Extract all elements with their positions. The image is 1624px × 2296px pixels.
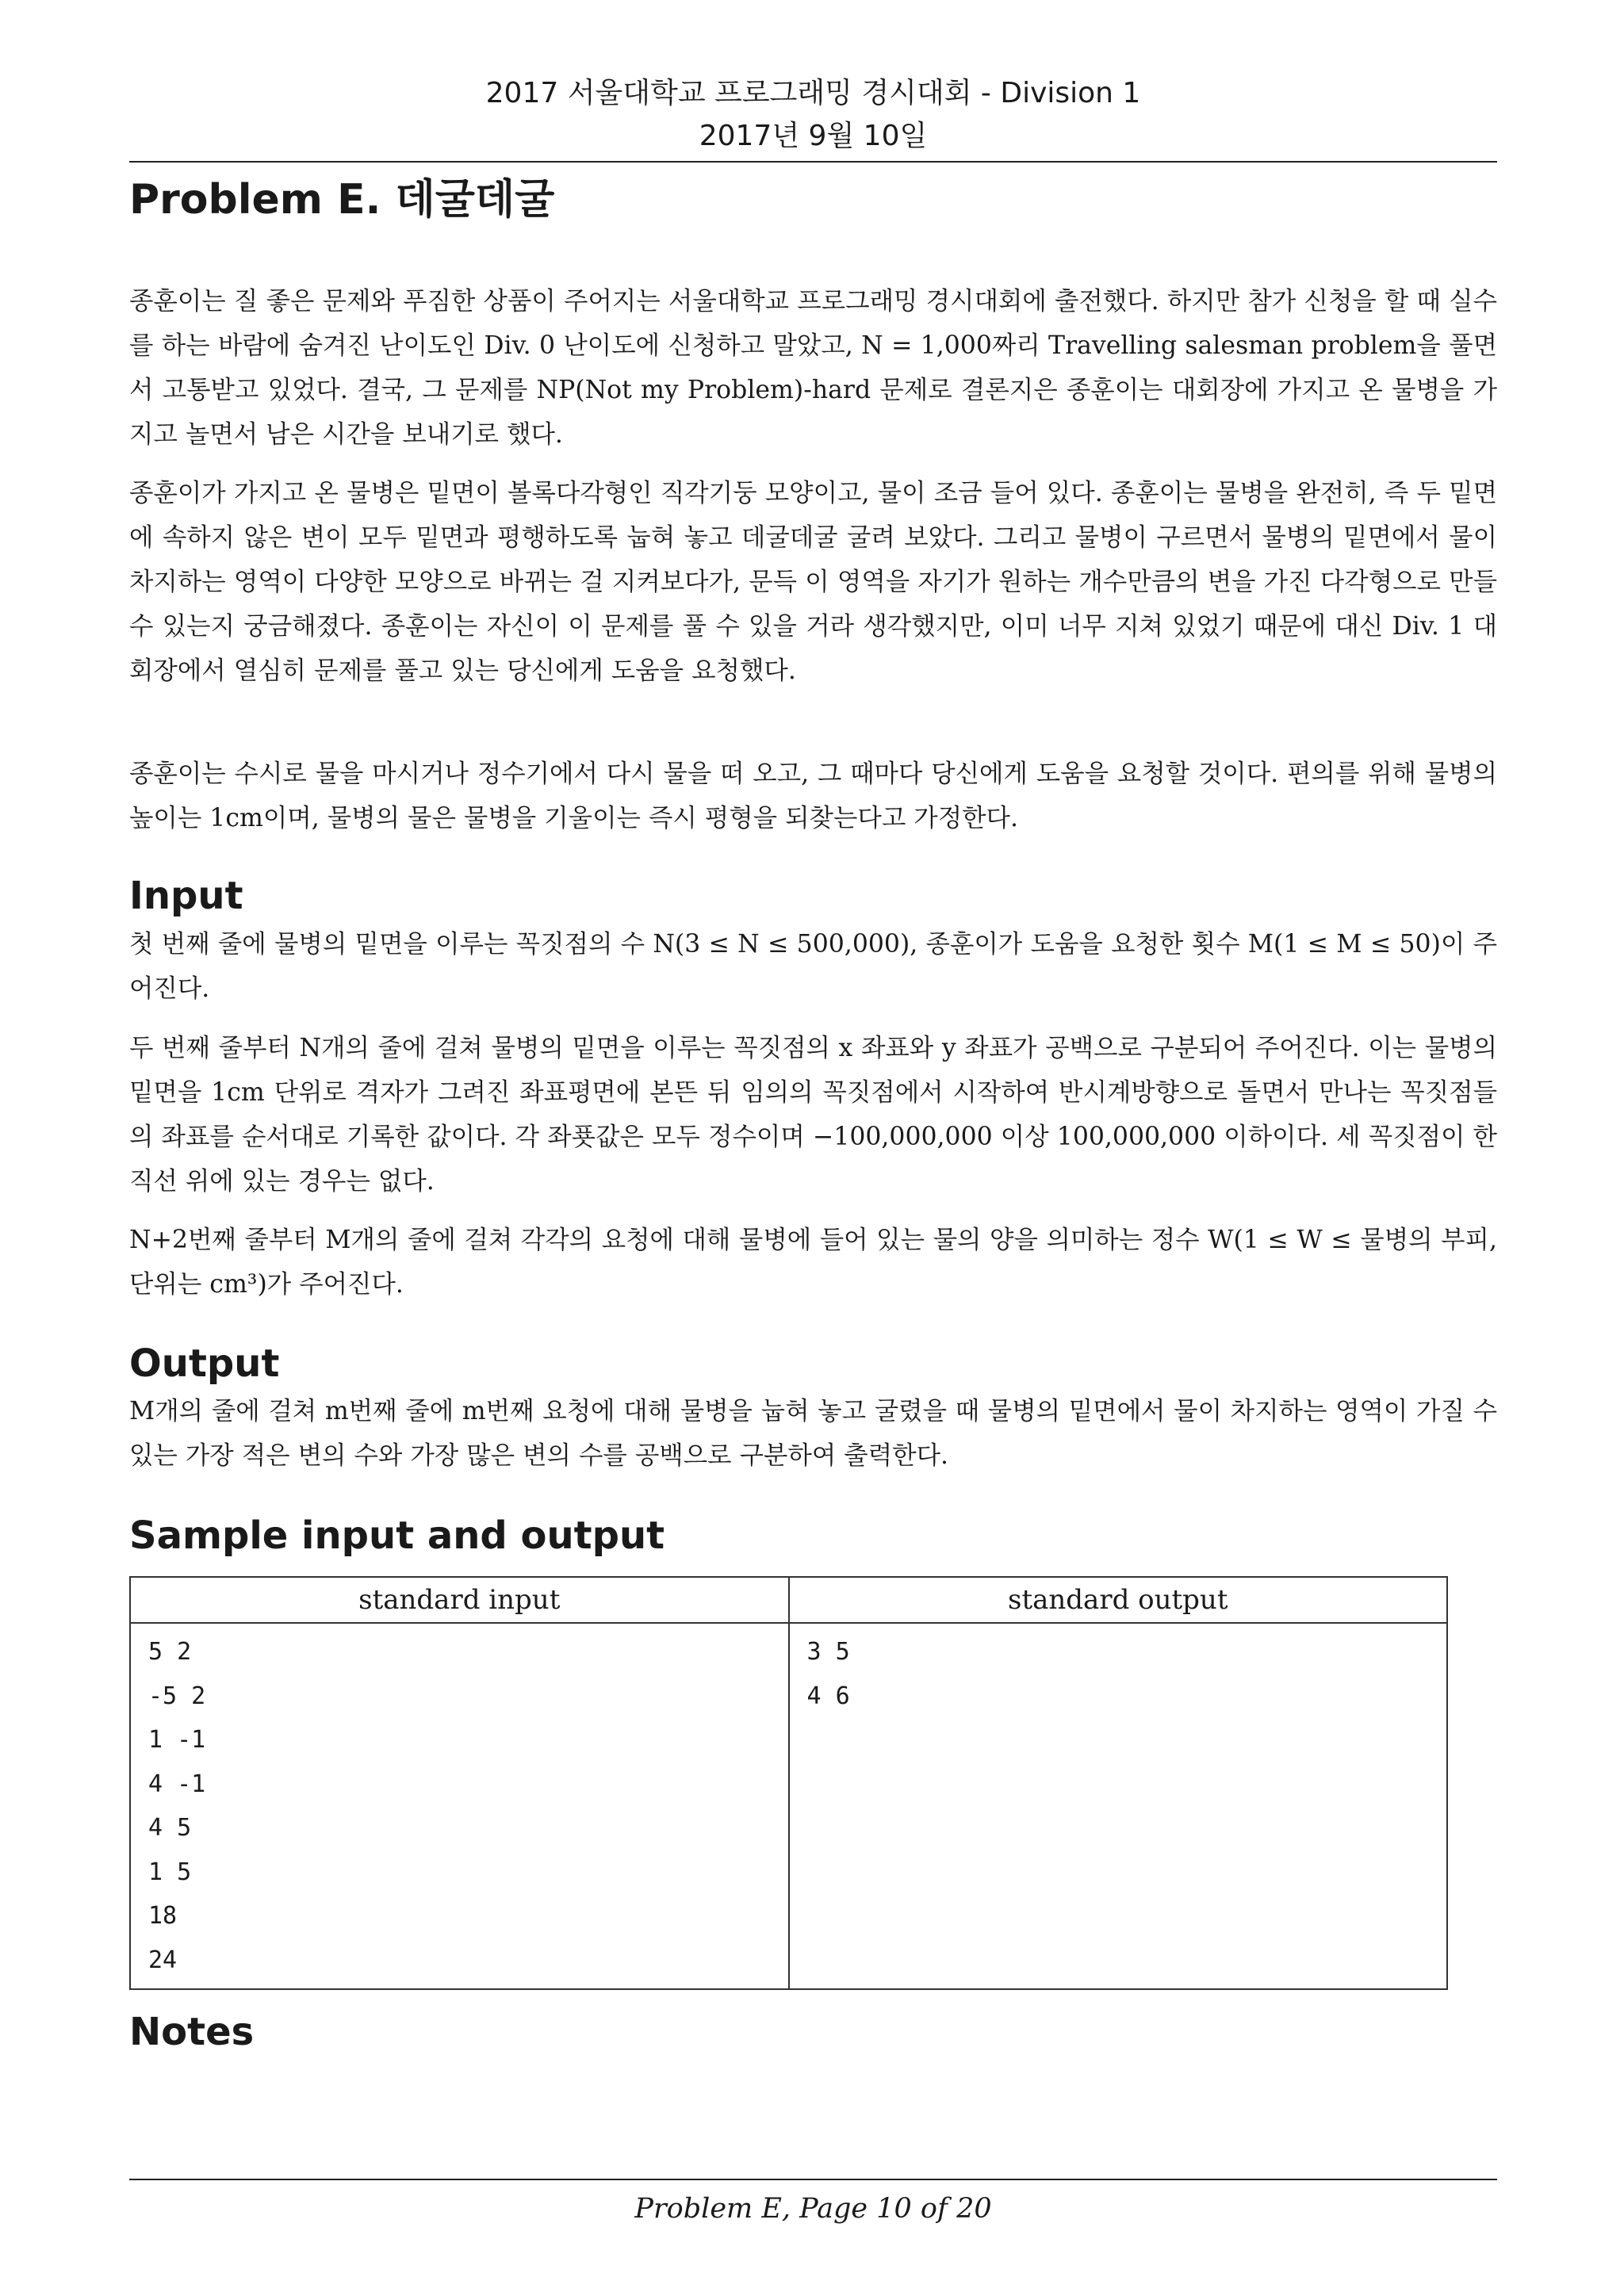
output-heading: Output — [129, 1341, 280, 1386]
sample-input-line: 4 -1 — [148, 1770, 206, 1798]
sample-input-line: 1 -1 — [148, 1726, 206, 1754]
sample-heading: Sample input and output — [129, 1513, 665, 1558]
sample-input-line: 24 — [148, 1946, 178, 1974]
output-paragraph-1: M개의 줄에 걸쳐 m번째 줄에 m번째 요청에 대해 물병을 눕혀 놓고 굴렸을 때 물병의 밑면에서 물이 차지하는 영역이 가질 수 있는 가장 적은 변의 수와 가장 많은 변의 수를 공백으로 구분하여 출력한다. — [129, 1397, 1497, 1470]
page-footer: Problem E, Page 10 of 20 — [634, 2193, 992, 2225]
sample-output-line: 3 5 — [806, 1638, 850, 1666]
notes-heading: Notes — [129, 2010, 255, 2054]
standard-output-header: standard output — [789, 1577, 1448, 1623]
footer-rule — [129, 2179, 1497, 2180]
statement-paragraph-2: 종훈이가 가지고 온 물병은 밑면이 볼록다각형인 직각기둥 모양이고, 물이 조금 들어 있다. 종훈이는 물병을 완전히, 즉 두 밑면에 속하지 않은 변이 모두 밑면과 평행하도록 눕혀 놓고 데굴데굴 굴려 보았다. 그리고 물병이 구르면서 물병의 밑면에서 물이 차지하는 영역이 다양한 모양으로 바뀌는 걸 지켜보다가, 문득 이 영역을 자기가 원하는 개수만큼의 변을 가진 다각형으로 만들 수 있는지 궁금해졌다. 종훈이는 자신이 이 문제를 풀 수 있을 거라 생각했지만, 이미 너무 지쳐 있었기 때문에 대신 Div. 1 대회장에서 열심히 문제를 풀고 있는 당신에게 도움을 요청했다. — [129, 479, 1497, 685]
sample-input-line: -5 2 — [148, 1682, 206, 1710]
input-paragraph-3: N+2번째 줄부터 M개의 줄에 걸쳐 각각의 요청에 대해 물병에 들어 있는 물의 양을 의미하는 정수 W(1 ≤ W ≤ 물병의 부피, 단위는 cm³)가 주어진다. — [129, 1226, 1497, 1299]
statement-paragraph-3: 종훈이는 수시로 물을 마시거나 정수기에서 다시 물을 떠 오고, 그 때마다 당신에게 도움을 요청할 것이다. 편의를 위해 물병의 높이는 1cm이며, 물병의 물은 물병을 기울이는 즉시 평형을 되찾는다고 가정한다. — [129, 760, 1497, 832]
header-rule — [129, 161, 1497, 163]
input-heading: Input — [129, 874, 243, 918]
contest-date: 2017년 9월 10일 — [699, 120, 928, 152]
sample-input-cell — [130, 1623, 789, 1989]
problem-title: Problem E. 데굴데굴 — [129, 176, 555, 224]
sample-input-line: 1 5 — [148, 1858, 192, 1886]
sample-input-line: 5 2 — [148, 1638, 192, 1666]
document-page — [129, 0, 1497, 2296]
sample-output-cell — [789, 1623, 1448, 1989]
statement-paragraph-1: 종훈이는 질 좋은 문제와 푸짐한 상품이 주어지는 서울대학교 프로그래밍 경시대회에 출전했다. 하지만 참가 신청을 할 때 실수를 하는 바람에 숨겨진 난이도인 Div. 0 난이도에 신청하고 말았고, N = 1,000짜리 Travelling salesman problem을 풀면서 고통받고 있었다. 결국, 그 문제를 NP(Not my Problem)-hard 문제로 결론지은 종훈이는 대회장에 가지고 온 물병을 가지고 놀면서 남은 시간을 보내기로 했다. — [129, 287, 1497, 449]
standard-input-header: standard input — [130, 1577, 789, 1623]
sample-io-table — [129, 1576, 1448, 1990]
sample-input-line: 4 5 — [148, 1814, 192, 1842]
input-paragraph-2: 두 번째 줄부터 N개의 줄에 걸쳐 물병의 밑면을 이루는 꼭짓점의 x 좌표와 y 좌표가 공백으로 구분되어 주어진다. 이는 물병의 밑면을 1cm 단위로 격자가 그려진 좌표평면에 본뜬 뒤 임의의 꼭짓점에서 시작하여 반시계방향으로 돌면서 만나는 꼭짓점들의 좌표를 순서대로 기록한 값이다. 각 좌푯값은 모두 정수이며 −100,000,000 이상 100,000,000 이하이다. 세 꼭짓점이 한 직선 위에 있는 경우는 없다. — [129, 1034, 1497, 1196]
sample-output-line: 4 6 — [806, 1682, 850, 1710]
input-paragraph-1: 첫 번째 줄에 물병의 밑면을 이루는 꼭짓점의 수 N(3 ≤ N ≤ 500,000), 종훈이가 도움을 요청한 횟수 M(1 ≤ M ≤ 50)이 주어진다. — [129, 930, 1497, 1003]
contest-header: 2017 서울대학교 프로그래밍 경시대회 - Division 1 — [485, 77, 1141, 109]
sample-input-line: 18 — [148, 1902, 178, 1930]
